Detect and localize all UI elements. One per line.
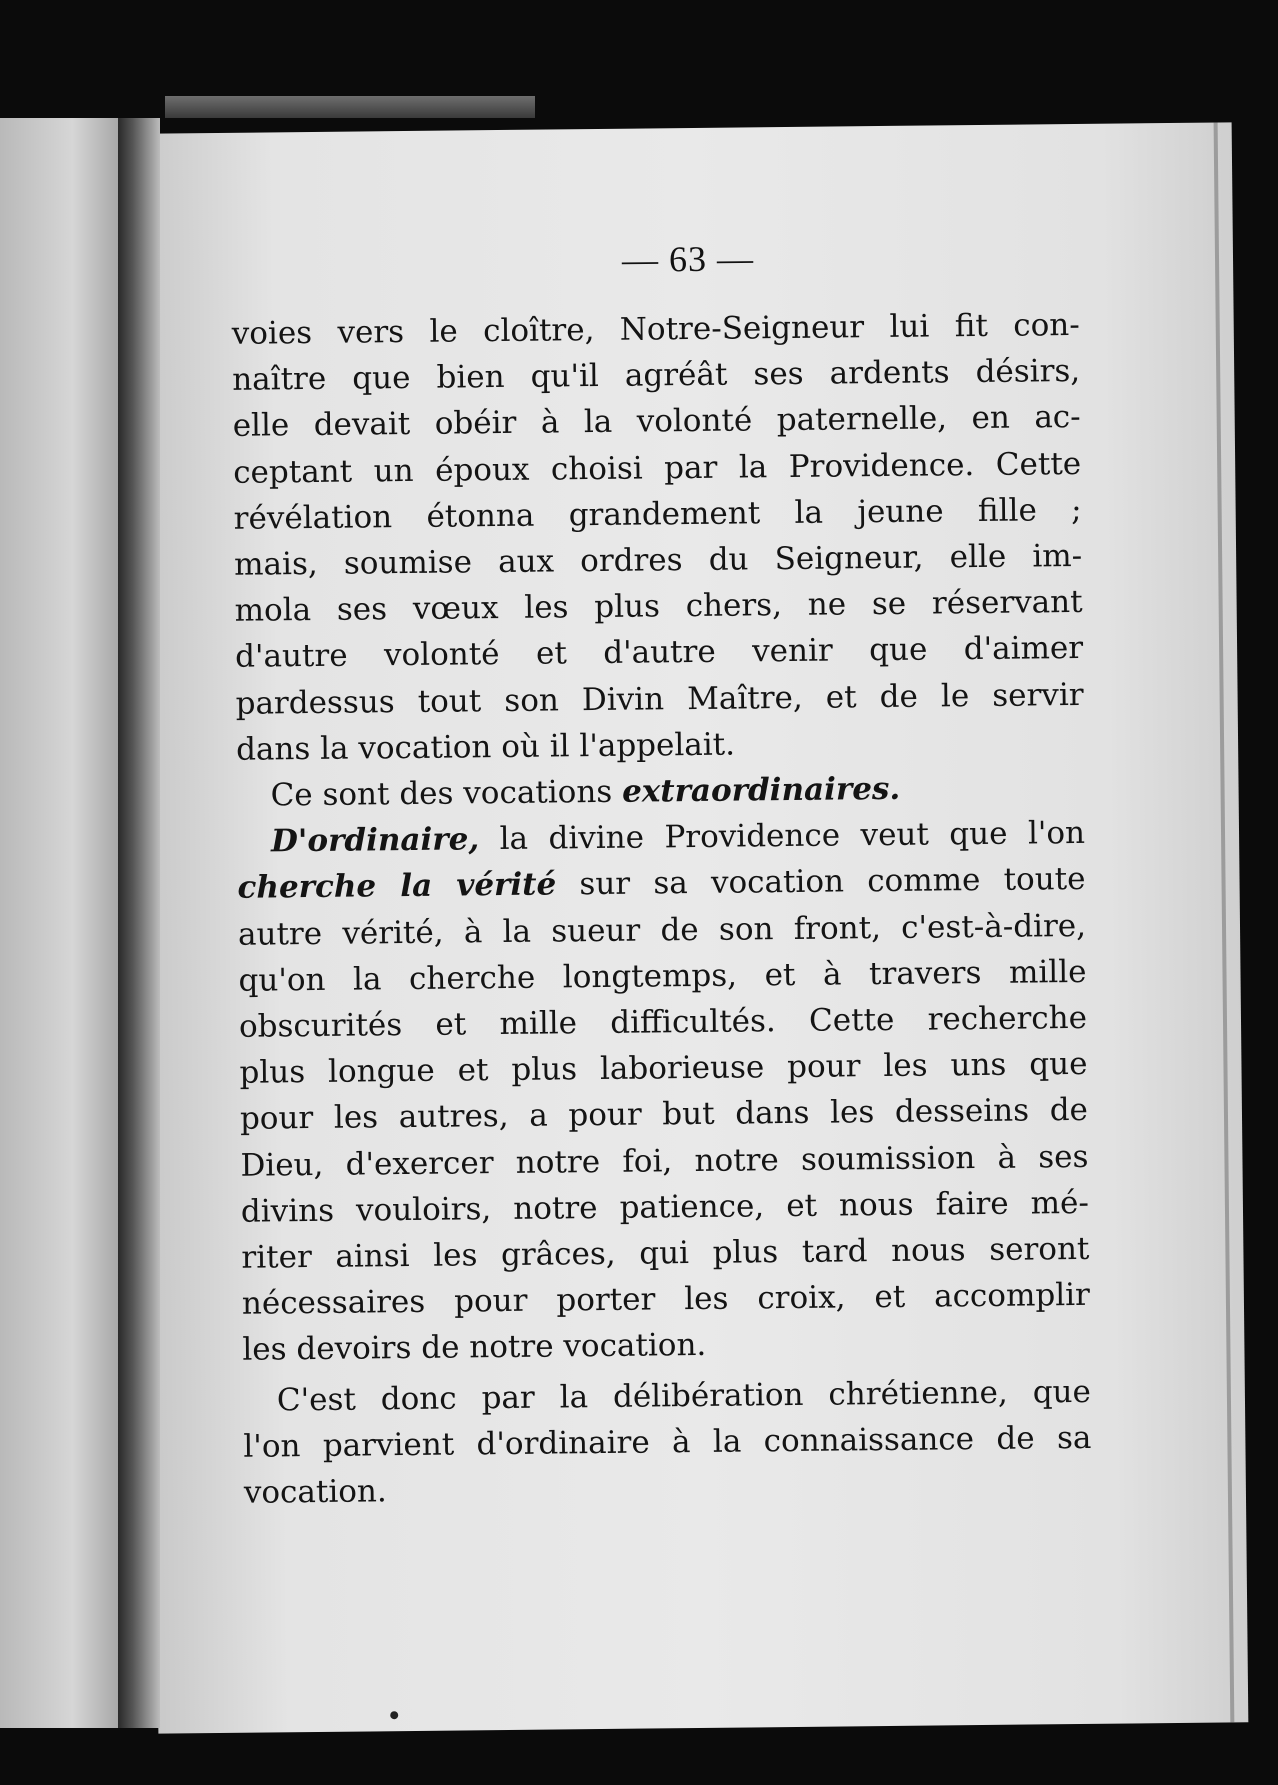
text-line: plus longue et plus laborieuse pour les uns que bbox=[239, 1046, 1088, 1092]
text-line: les devoirs de notre vocation. bbox=[242, 1327, 707, 1369]
text-line: ceptant un époux choisi par la Providence. Cette bbox=[233, 445, 1082, 491]
text-line: l'on parvient d'ordinaire à la connaissance de sa bbox=[243, 1419, 1092, 1465]
ink-speck bbox=[390, 1711, 398, 1719]
text-line: mola ses vœux les plus chers, ne se réservant bbox=[234, 584, 1083, 630]
text-line: C'est donc par la délibération chrétienne, que bbox=[276, 1373, 1092, 1419]
page-body-text bbox=[232, 302, 1093, 1516]
text-line: autre vérité, à la sueur de son front, c'est-à-dire, bbox=[237, 907, 1087, 953]
text-line: voies vers le cloître, Notre-Seigneur lui fit con- bbox=[231, 306, 1080, 352]
text-line: pardessus tout son Divin Maître, et de le servir bbox=[235, 676, 1084, 722]
text-line: naître que bien qu'il agréât ses ardents désirs, bbox=[232, 353, 1081, 399]
text-line: vocation. bbox=[243, 1473, 387, 1511]
para3-line1-rest: la divine Providence veut que l'on bbox=[478, 815, 1086, 858]
text-line: dans la vocation où il l'appelait. bbox=[235, 726, 736, 768]
text-line: riter ainsi les grâces, qui plus tard nous seront bbox=[241, 1230, 1090, 1276]
para3-italic-start: D'ordinaire, bbox=[270, 821, 480, 860]
text-line: divins vouloirs, notre patience, et nous faire mé- bbox=[240, 1184, 1090, 1230]
page-number: — 63 — bbox=[621, 238, 755, 280]
spine-shadow bbox=[118, 118, 160, 1728]
text-line: mais, soumise aux ordres du Seigneur, elle im- bbox=[233, 537, 1083, 583]
text-line: obscurités et mille difficultés. Cette recherche bbox=[238, 999, 1088, 1045]
para3-line2-rest: sur sa vocation comme toute bbox=[556, 861, 1086, 903]
text-line: nécessaires pour porter les croix, et accomplir bbox=[241, 1277, 1091, 1323]
binding-strip bbox=[165, 96, 535, 118]
text-line: qu'on la cherche longtemps, et à travers mille bbox=[238, 953, 1087, 999]
text-line: Dieu, d'exercer notre foi, notre soumission à ses bbox=[240, 1138, 1089, 1184]
text-line: d'autre volonté et d'autre venir que d'aimer bbox=[234, 630, 1084, 676]
text-line: pour les autres, a pour but dans les desseins de bbox=[239, 1092, 1089, 1138]
para3-italic-2: cherche la vérité bbox=[237, 866, 557, 907]
text-line: elle devait obéir à la volonté paternelle, en ac- bbox=[232, 399, 1081, 445]
adjacent-page bbox=[0, 118, 132, 1728]
text-line: révélation étonna grandement la jeune fille ; bbox=[233, 491, 1082, 537]
book-page bbox=[142, 122, 1249, 1733]
paragraph-ordinary-line2 bbox=[237, 856, 1085, 911]
page-edge bbox=[1214, 122, 1235, 1722]
para2-italic: extraordinaires. bbox=[621, 770, 901, 810]
para2-text: Ce sont des vocations bbox=[270, 773, 623, 814]
